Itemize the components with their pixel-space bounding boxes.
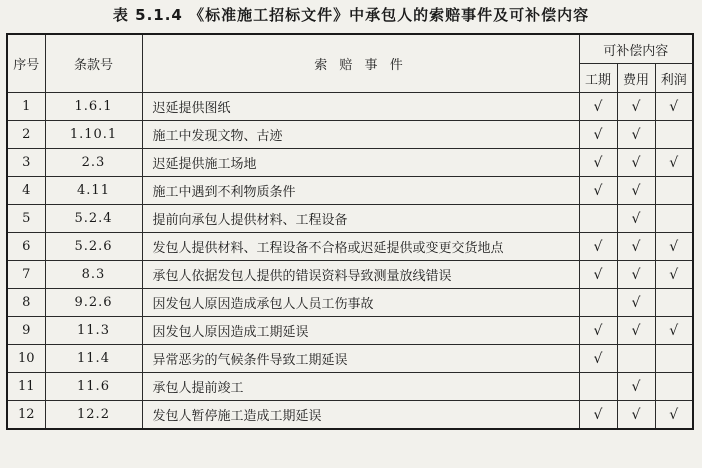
table-row: [7, 373, 693, 401]
row-profit-check: √: [655, 401, 693, 430]
row-clause: 11.4: [45, 345, 142, 373]
row-profit-check: √: [655, 317, 693, 345]
row-number: 11: [7, 373, 45, 401]
row-event: 施工中遇到不利物质条件: [142, 177, 579, 205]
row-clause: 5.2.4: [45, 205, 142, 233]
row-profit-check: √: [655, 93, 693, 121]
header-seq: 序号: [7, 34, 45, 93]
row-clause: 11.3: [45, 317, 142, 345]
row-cost-check: √: [617, 205, 655, 233]
row-time-check: √: [579, 121, 617, 149]
row-event: 异常恶劣的气候条件导致工期延误: [142, 345, 579, 373]
header-row-top: [7, 34, 693, 64]
row-number: 12: [7, 401, 45, 430]
row-clause: 2.3: [45, 149, 142, 177]
row-event: 因发包人原因造成承包人人员工伤事故: [142, 289, 579, 317]
table-row: [7, 149, 693, 177]
row-cost-check: √: [617, 401, 655, 430]
table-row: [7, 345, 693, 373]
table-row: [7, 121, 693, 149]
row-time-check: √: [579, 93, 617, 121]
row-time-check: √: [579, 401, 617, 430]
row-cost-check: √: [617, 373, 655, 401]
header-time: 工期: [579, 64, 617, 93]
row-clause: 1.6.1: [45, 93, 142, 121]
row-profit-check: [655, 205, 693, 233]
table-row: [7, 177, 693, 205]
row-number: 6: [7, 233, 45, 261]
header-profit: 利润: [655, 64, 693, 93]
row-cost-check: [617, 345, 655, 373]
row-number: 8: [7, 289, 45, 317]
row-event: 因发包人原因造成工期延误: [142, 317, 579, 345]
row-cost-check: √: [617, 93, 655, 121]
row-event: 承包人依据发包人提供的错误资料导致测量放线错误: [142, 261, 579, 289]
row-profit-check: √: [655, 233, 693, 261]
row-profit-check: [655, 177, 693, 205]
header-compensation-group: 可补偿内容: [579, 34, 693, 64]
header-cost: 费用: [617, 64, 655, 93]
table-row: [7, 205, 693, 233]
row-number: 10: [7, 345, 45, 373]
row-cost-check: √: [617, 317, 655, 345]
row-profit-check: [655, 121, 693, 149]
table-row: [7, 233, 693, 261]
row-number: 5: [7, 205, 45, 233]
row-event: 发包人提供材料、工程设备不合格或迟延提供或变更交货地点: [142, 233, 579, 261]
row-profit-check: √: [655, 261, 693, 289]
row-clause: 12.2: [45, 401, 142, 430]
row-number: 7: [7, 261, 45, 289]
row-clause: 9.2.6: [45, 289, 142, 317]
row-time-check: √: [579, 149, 617, 177]
row-cost-check: √: [617, 177, 655, 205]
table-row: [7, 401, 693, 430]
row-clause: 11.6: [45, 373, 142, 401]
row-time-check: √: [579, 317, 617, 345]
table-row: [7, 289, 693, 317]
row-profit-check: [655, 289, 693, 317]
row-time-check: [579, 373, 617, 401]
row-number: 4: [7, 177, 45, 205]
table-row: [7, 93, 693, 121]
row-time-check: √: [579, 261, 617, 289]
row-event: 施工中发现文物、古迹: [142, 121, 579, 149]
row-number: 9: [7, 317, 45, 345]
table-caption: 表 5.1.4 《标准施工招标文件》中承包人的索赔事件及可补偿内容: [112, 6, 590, 24]
row-cost-check: √: [617, 233, 655, 261]
claims-table: [6, 33, 694, 430]
row-cost-check: √: [617, 261, 655, 289]
row-event: 迟延提供施工场地: [142, 149, 579, 177]
row-clause: 1.10.1: [45, 121, 142, 149]
row-cost-check: √: [617, 289, 655, 317]
header-event: 索 赔 事 件: [142, 34, 579, 93]
row-number: 3: [7, 149, 45, 177]
row-cost-check: √: [617, 121, 655, 149]
row-time-check: √: [579, 345, 617, 373]
row-event: 承包人提前竣工: [142, 373, 579, 401]
row-time-check: √: [579, 233, 617, 261]
row-number: 1: [7, 93, 45, 121]
row-event: 提前向承包人提供材料、工程设备: [142, 205, 579, 233]
table-row: [7, 261, 693, 289]
row-clause: 5.2.6: [45, 233, 142, 261]
row-clause: 4.11: [45, 177, 142, 205]
row-event: 迟延提供图纸: [142, 93, 579, 121]
table-row: [7, 317, 693, 345]
row-time-check: [579, 289, 617, 317]
row-clause: 8.3: [45, 261, 142, 289]
row-time-check: [579, 205, 617, 233]
row-cost-check: √: [617, 149, 655, 177]
row-profit-check: [655, 373, 693, 401]
row-event: 发包人暂停施工造成工期延误: [142, 401, 579, 430]
row-profit-check: √: [655, 149, 693, 177]
header-clause: 条款号: [45, 34, 142, 93]
row-number: 2: [7, 121, 45, 149]
row-time-check: √: [579, 177, 617, 205]
row-profit-check: [655, 345, 693, 373]
